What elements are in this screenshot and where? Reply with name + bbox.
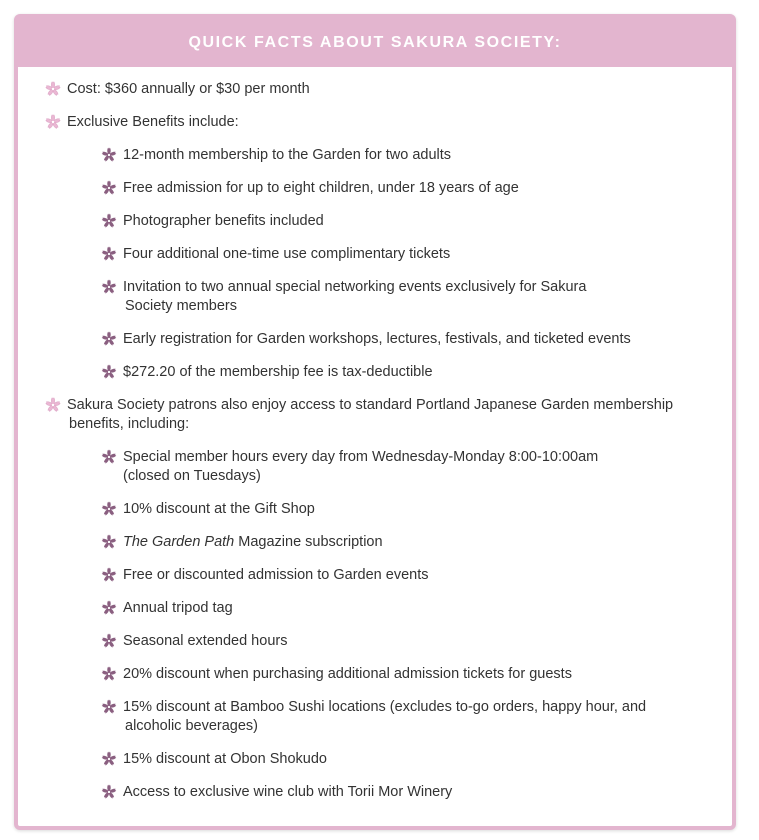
panel-header (18, 18, 732, 67)
benefit-text-line: (closed on Tuesdays) (123, 468, 261, 484)
sakura-flower-icon (100, 146, 118, 164)
sakura-flower-icon (100, 533, 118, 551)
list-item (100, 179, 519, 198)
heading-line: Sakura Society patrons also enjoy access to standard Portland Japanese Garden membership (67, 397, 674, 413)
benefit-text: Annual tripod tag (123, 600, 233, 616)
list-item (100, 500, 315, 519)
sakura-flower-icon (100, 363, 118, 381)
sakura-flower-icon (100, 500, 118, 518)
benefit-text: Seasonal extended hours (123, 633, 288, 649)
list-item (100, 448, 598, 486)
list-item (100, 698, 646, 736)
exclusive-benefits-heading: Exclusive Benefits include: (67, 114, 239, 130)
benefit-text: Access to exclusive wine club with Torii Mor Winery (123, 784, 453, 800)
standard-benefits-heading (67, 396, 673, 434)
list-item (100, 212, 324, 231)
list-item (100, 632, 287, 651)
sakura-flower-icon (44, 113, 62, 131)
benefit-text: Four additional one-time use complimentary tickets (123, 246, 451, 262)
benefit-text (123, 278, 586, 316)
sakura-flower-icon (100, 278, 118, 296)
list-item (44, 80, 310, 99)
list-item (100, 533, 383, 552)
sakura-flower-icon (100, 632, 118, 650)
sakura-flower-icon (100, 212, 118, 230)
list-item (100, 245, 450, 264)
benefit-text: 12-month membership to the Garden for two adults (123, 147, 452, 163)
list-item (100, 330, 631, 349)
sakura-flower-icon (100, 179, 118, 197)
cost-text: Cost: $360 annually or $30 per month (67, 81, 310, 97)
sakura-flower-icon (100, 448, 118, 466)
benefit-text: 10% discount at the Gift Shop (123, 501, 315, 517)
benefit-text: Photographer benefits included (123, 213, 324, 229)
benefit-text (123, 533, 383, 552)
list-item (44, 396, 673, 434)
benefit-text: $272.20 of the membership fee is tax-deductible (123, 364, 433, 380)
benefit-text-line: Society members (125, 298, 238, 314)
list-item (100, 783, 452, 802)
list-item (100, 278, 586, 316)
magazine-title: The Garden Path (123, 534, 235, 550)
sakura-flower-icon (100, 750, 118, 768)
benefit-text: Free or discounted admission to Garden events (123, 567, 429, 583)
benefit-text: Early registration for Garden workshops, lectures, festivals, and ticketed events (123, 331, 631, 347)
list-item (100, 146, 451, 165)
benefit-text (123, 698, 646, 736)
benefit-text-line: 15% discount at Bamboo Sushi locations (excludes to-go orders, happy hour, and (123, 699, 647, 715)
list-item (44, 113, 239, 132)
sakura-flower-icon (44, 396, 62, 414)
sakura-flower-icon (100, 566, 118, 584)
benefit-text-line: Special member hours every day from Wednesday-Monday 8:00-10:00am (123, 449, 599, 465)
sakura-flower-icon (44, 80, 62, 98)
list-item (100, 566, 428, 585)
benefit-text-rest: Magazine subscription (234, 534, 383, 550)
benefit-text-line: Invitation to two annual special networking events exclusively for Sakura (123, 279, 587, 295)
benefit-text: Free admission for up to eight children, under 18 years of age (123, 180, 519, 196)
panel-title: QUICK FACTS ABOUT SAKURA SOCIETY: (188, 33, 562, 51)
sakura-flower-icon (100, 698, 118, 716)
list-item (100, 599, 233, 618)
sakura-flower-icon (100, 783, 118, 801)
sakura-flower-icon (100, 665, 118, 683)
list-item (100, 750, 327, 769)
benefit-text: 15% discount at Obon Shokudo (123, 751, 327, 767)
sakura-flower-icon (100, 330, 118, 348)
benefit-text: 20% discount when purchasing additional admission tickets for guests (123, 666, 572, 682)
benefit-text (123, 448, 598, 486)
sakura-flower-icon (100, 245, 118, 263)
list-item (100, 363, 433, 382)
sakura-flower-icon (100, 599, 118, 617)
benefit-text-line: alcoholic beverages) (125, 718, 258, 734)
heading-line: benefits, including: (69, 416, 190, 432)
list-item (100, 665, 572, 684)
